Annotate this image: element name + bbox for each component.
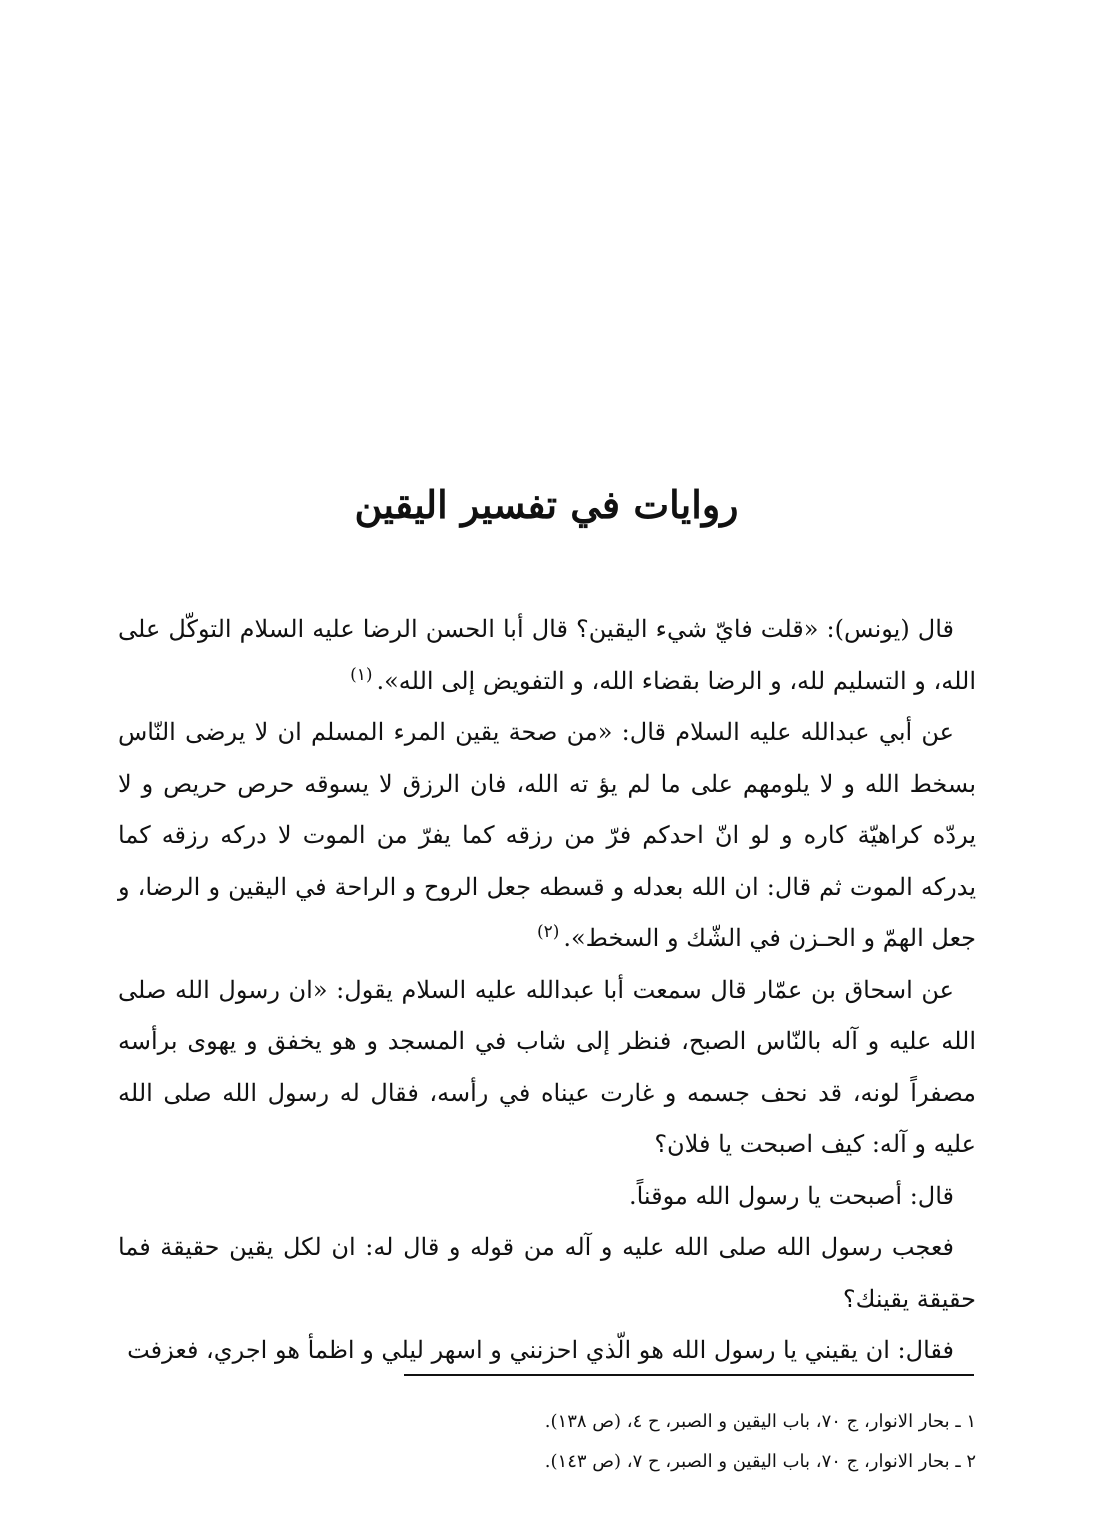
paragraph xyxy=(118,604,976,707)
paragraph xyxy=(118,1222,976,1325)
footnote-divider xyxy=(404,1374,974,1376)
paragraph-text: قال (يونس): «قلت فايّ شيء اليقين؟ قال أبا الحسن الرضا عليه السلام التوكّل على الله، و التسليم لله، و الرضا بقضاء الله، و التفويض إلى الله». xyxy=(118,615,976,695)
paragraph xyxy=(118,965,976,1171)
footnote-marker: (٢) xyxy=(536,922,560,942)
footnote: ١ ـ بحار الانوار، ج ٧٠، باب اليقين و الصبر، ح ٤، (ص ١٣٨). xyxy=(544,1411,976,1432)
paragraph-text: فقال: ان يقيني يا رسول الله هو الّذي احزنني و اسهر ليلي و اظمأ هو اجري، فعزفت xyxy=(127,1336,954,1364)
paragraph-text: قال: أصبحت يا رسول الله موقناً. xyxy=(628,1181,954,1210)
paragraph-text: فعجب رسول الله صلى الله عليه و آله من قوله و قال له: ان لكل يقين حقيقة فما حقيقة يقينك؟ xyxy=(118,1233,976,1313)
paragraph xyxy=(118,1171,976,1223)
paragraph xyxy=(118,1325,976,1377)
page-title: روايات في تفسير اليقين xyxy=(354,482,739,527)
paragraph xyxy=(118,707,976,965)
footnote: ٢ ـ بحار الانوار، ج ٧٠، باب اليقين و الصبر، ح ٧، (ص ١٤٣). xyxy=(544,1451,976,1472)
body-text xyxy=(118,604,976,1377)
paragraph-text: عن أبي عبدالله عليه السلام قال: «من صحة يقين المرء المسلم ان لا يرضى النّاس بسخط الله و لا يلومهم على ما لم يؤ ته الله، فان الرزق لا يسوقه حرص حريص و لا يردّه كراهيّة كاره و لو انّ احدكم فرّ من رزقه كما يفرّ من الموت لا دركه رزقه كما يدركه الموت ثم قال: ان الله بعدله و قسطه جعل الروح و الراحة في اليقين و الرضا، و جعل الهمّ و الحـزن في الشّك و السخط». xyxy=(118,718,977,952)
paragraph-text: عن اسحاق بن عمّار قال سمعت أبا عبدالله عليه السلام يقول: «ان رسول الله صلى الله عليه و آله بالنّاس الصبح، فنظر إلى شاب في المسجد و هو يخفق و يهوى برأسه مصفراً لونه، قد نحف جسمه و غارت عيناه في رأسه، فقال له رسول الله صلى الله عليه و آله: كيف اصبحت يا فلان؟ xyxy=(118,975,976,1158)
footnote-marker: (١) xyxy=(350,664,373,685)
footnotes xyxy=(118,1402,976,1482)
